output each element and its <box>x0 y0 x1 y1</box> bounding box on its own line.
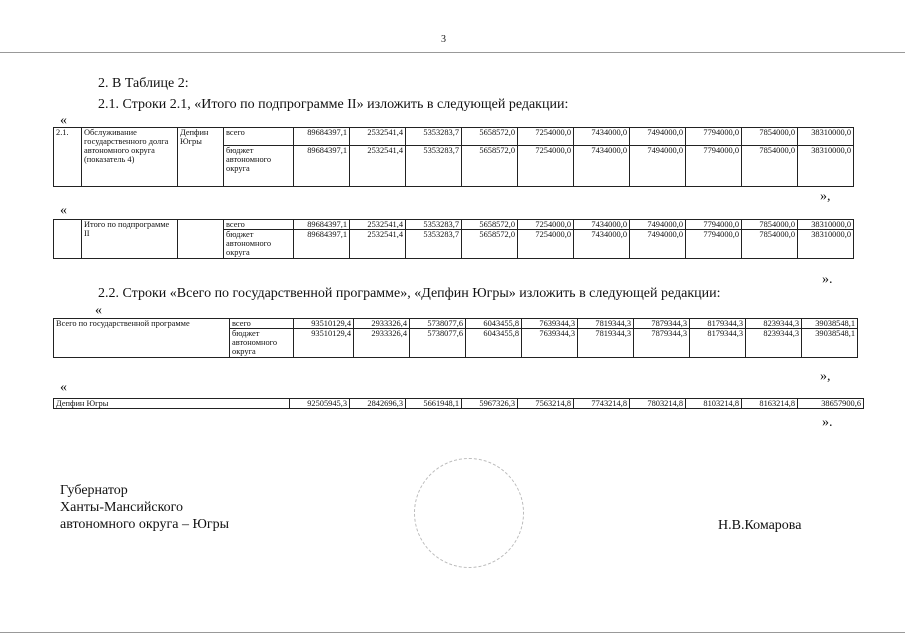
table-row <box>54 220 854 230</box>
cell-value: 7494000,0 <box>630 230 686 259</box>
cell-value: 7254000,0 <box>518 128 574 146</box>
cell-value: 93510129,4 <box>294 329 354 358</box>
cell-value: 7494000,0 <box>630 146 686 187</box>
table-row <box>54 319 858 329</box>
cell-value: 89684397,1 <box>294 230 350 259</box>
cell-value: 7434000,0 <box>574 128 630 146</box>
signature-region-2: автономного округа – Югры <box>60 517 229 532</box>
cell-value: 7819344,3 <box>578 329 634 358</box>
cell-value: 7434000,0 <box>574 220 630 230</box>
cell-value: 38310000,0 <box>798 146 854 187</box>
cell-value: 8179344,3 <box>690 329 746 358</box>
row-number: 2.1. <box>54 128 82 187</box>
signature-block <box>60 482 229 533</box>
cell-value: 7879344,3 <box>634 319 690 329</box>
cell-value: 8179344,3 <box>690 319 746 329</box>
cell-value: 92505945,3 <box>290 399 350 409</box>
table-itogo-subprogram <box>53 219 854 259</box>
signatory-name: Н.В.Комарова <box>718 518 802 533</box>
heading-rows-2-2: 2.2. Строки «Всего по государственной программе», «Депфин Югры» изложить в следующей редакции: <box>98 286 721 301</box>
cell-value: 7854000,0 <box>742 146 798 187</box>
cell-value: 7639344,3 <box>522 329 578 358</box>
row-label: бюджет автономного округа <box>224 146 294 187</box>
quote-close-4: ». <box>822 415 833 430</box>
cell-value: 7563214,8 <box>518 399 574 409</box>
cell-value: 93510129,4 <box>294 319 354 329</box>
row-label: всего <box>224 220 294 230</box>
cell-value: 8239344,3 <box>746 329 802 358</box>
cell-value: 39038548,1 <box>802 319 858 329</box>
table-depfin <box>53 398 864 409</box>
table-row-2-1 <box>53 127 854 187</box>
quote-close-2: ». <box>822 272 833 287</box>
cell-value: 7794000,0 <box>686 146 742 187</box>
row-label: бюджет автономного округа <box>224 230 294 259</box>
cell-value: 5738077,6 <box>410 319 466 329</box>
cell-value: 7434000,0 <box>574 230 630 259</box>
cell-value: 7254000,0 <box>518 146 574 187</box>
cell-value: 5967326,3 <box>462 399 518 409</box>
signature-region: Ханты-Мансийского <box>60 500 184 515</box>
cell-value: 2532541,4 <box>350 146 406 187</box>
cell-value: 8239344,3 <box>746 319 802 329</box>
cell-value: 7794000,0 <box>686 128 742 146</box>
cell-value: 7494000,0 <box>630 220 686 230</box>
seal-stamp <box>414 458 524 568</box>
cell-value: 7254000,0 <box>518 220 574 230</box>
cell-value: 5738077,6 <box>410 329 466 358</box>
cell-value: 38310000,0 <box>798 220 854 230</box>
quote-close-1: », <box>820 189 831 204</box>
quote-open-3: « <box>95 303 102 318</box>
row-name: Обслуживание государственного долга автономного округа (показатель 4) <box>82 128 178 187</box>
cell-value: 5658572,0 <box>462 230 518 259</box>
cell-value: 38310000,0 <box>798 230 854 259</box>
table-total-program <box>53 318 858 358</box>
page-number: 3 <box>441 34 446 45</box>
cell-value: 7254000,0 <box>518 230 574 259</box>
cell-value: 2933326,4 <box>354 329 410 358</box>
cell-value: 5658572,0 <box>462 128 518 146</box>
heading-rows-2-1: 2.1. Строки 2.1, «Итого по подпрограмме II» изложить в следующей редакции: <box>98 97 569 112</box>
row-name: Депфин Югры <box>54 399 290 409</box>
cell-value: 89684397,1 <box>294 128 350 146</box>
quote-close-3: », <box>820 369 831 384</box>
cell-value: 89684397,1 <box>294 146 350 187</box>
cell-value: 6043455,8 <box>466 319 522 329</box>
scan-border-top <box>0 52 905 53</box>
cell-value: 7879344,3 <box>634 329 690 358</box>
empty-cell <box>54 220 82 259</box>
cell-value: 7803214,8 <box>630 399 686 409</box>
cell-value: 5658572,0 <box>462 146 518 187</box>
cell-value: 5353283,7 <box>406 230 462 259</box>
cell-value: 6043455,8 <box>466 329 522 358</box>
cell-value: 7819344,3 <box>578 319 634 329</box>
cell-value: 2532541,4 <box>350 128 406 146</box>
cell-value: 5658572,0 <box>462 220 518 230</box>
cell-value: 8103214,8 <box>686 399 742 409</box>
cell-value: 7794000,0 <box>686 230 742 259</box>
row-name: Итого по подпрограмме II <box>82 220 178 259</box>
cell-value: 5353283,7 <box>406 146 462 187</box>
cell-value: 89684397,1 <box>294 220 350 230</box>
heading-table-2: 2. В Таблице 2: <box>98 76 189 91</box>
row-label: бюджет автономного округа <box>230 329 294 358</box>
cell-value: 38310000,0 <box>798 128 854 146</box>
cell-value: 2532541,4 <box>350 220 406 230</box>
quote-open-2: « <box>60 203 67 218</box>
cell-value: 39038548,1 <box>802 329 858 358</box>
row-label: всего <box>224 128 294 146</box>
cell-value: 2933326,4 <box>354 319 410 329</box>
cell-value: 7494000,0 <box>630 128 686 146</box>
row-label: всего <box>230 319 294 329</box>
quote-open-1: « <box>60 113 67 128</box>
signature-title: Губернатор <box>60 483 128 498</box>
row-name: Всего по государственной программе <box>54 319 230 358</box>
scan-border-bottom <box>0 632 905 633</box>
cell-value: 7854000,0 <box>742 230 798 259</box>
cell-value: 7854000,0 <box>742 220 798 230</box>
cell-value: 2842696,3 <box>350 399 406 409</box>
cell-value: 7794000,0 <box>686 220 742 230</box>
cell-value: 7639344,3 <box>522 319 578 329</box>
empty-cell <box>178 220 224 259</box>
cell-value: 38657900,6 <box>798 399 864 409</box>
cell-value: 5661948,1 <box>406 399 462 409</box>
quote-open-4: « <box>60 380 67 395</box>
cell-value: 7854000,0 <box>742 128 798 146</box>
row-executor: Депфин Югры <box>178 128 224 187</box>
cell-value: 5353283,7 <box>406 220 462 230</box>
cell-value: 8163214,8 <box>742 399 798 409</box>
cell-value: 2532541,4 <box>350 230 406 259</box>
table-row <box>54 399 864 409</box>
table-row <box>54 128 854 146</box>
cell-value: 7434000,0 <box>574 146 630 187</box>
cell-value: 7743214,8 <box>574 399 630 409</box>
cell-value: 5353283,7 <box>406 128 462 146</box>
